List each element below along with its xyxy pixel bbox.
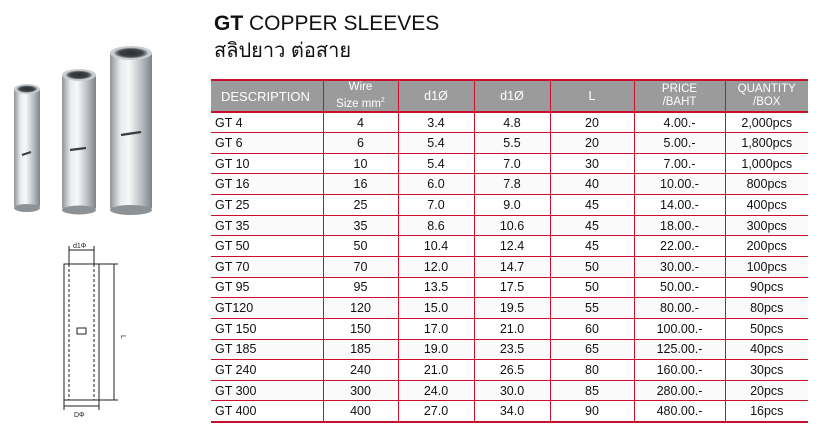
cell-wire-size: 240 [323, 360, 398, 381]
cell-length: 60 [550, 318, 634, 339]
page-title [214, 12, 439, 36]
cell-wire-size: 16 [323, 174, 398, 195]
technical-drawing [48, 240, 158, 420]
cell-price: 14.00.- [634, 195, 725, 216]
cell-description: GT 95 [211, 277, 323, 298]
cell-length: 85 [550, 380, 634, 401]
cell-price: 5.00.- [634, 133, 725, 154]
cell-quantity: 200pcs [725, 236, 808, 257]
cell-quantity: 400pcs [725, 195, 808, 216]
cell-price: 160.00.- [634, 360, 725, 381]
cell-quantity: 40pcs [725, 339, 808, 360]
table-row [211, 360, 808, 381]
header-length: L [550, 80, 634, 112]
table-row [211, 153, 808, 174]
cell-wire-size: 150 [323, 318, 398, 339]
cell-d1-b: 14.7 [474, 256, 550, 277]
cell-wire-size: 120 [323, 298, 398, 319]
header-d1-a: d1Ø [398, 80, 474, 112]
sleeve-medium [62, 69, 96, 215]
title-brand: GT [214, 12, 244, 35]
cell-quantity: 80pcs [725, 298, 808, 319]
cell-d1-b: 26.5 [474, 360, 550, 381]
cell-d1-a: 24.0 [398, 380, 474, 401]
cell-quantity: 800pcs [725, 174, 808, 195]
cell-d1-a: 8.6 [398, 215, 474, 236]
cell-length: 20 [550, 112, 634, 133]
cell-quantity: 90pcs [725, 277, 808, 298]
cell-length: 45 [550, 215, 634, 236]
cell-description: GT 10 [211, 153, 323, 174]
cell-quantity: 16pcs [725, 401, 808, 422]
cell-length: 65 [550, 339, 634, 360]
cell-quantity: 1,800pcs [725, 133, 808, 154]
cell-price: 125.00.- [634, 339, 725, 360]
cell-d1-b: 10.6 [474, 215, 550, 236]
cell-length: 30 [550, 153, 634, 174]
cell-price: 7.00.- [634, 153, 725, 174]
cell-description: GT 300 [211, 380, 323, 401]
sleeve-large [110, 46, 152, 215]
cell-description: GT 4 [211, 112, 323, 133]
header-description: DESCRIPTION [211, 80, 323, 112]
table-row [211, 277, 808, 298]
cell-description: GT 6 [211, 133, 323, 154]
cell-wire-size: 185 [323, 339, 398, 360]
header-d1-b: d1Ø [474, 80, 550, 112]
table-row [211, 174, 808, 195]
cell-d1-b: 12.4 [474, 236, 550, 257]
table-row [211, 215, 808, 236]
cell-d1-b: 30.0 [474, 380, 550, 401]
cell-wire-size: 4 [323, 112, 398, 133]
cell-d1-b: 4.8 [474, 112, 550, 133]
cell-price: 4.00.- [634, 112, 725, 133]
cell-d1-b: 5.5 [474, 133, 550, 154]
cell-d1-b: 17.5 [474, 277, 550, 298]
cell-description: GT 16 [211, 174, 323, 195]
cell-d1-a: 5.4 [398, 133, 474, 154]
cell-d1-a: 15.0 [398, 298, 474, 319]
cell-d1-b: 9.0 [474, 195, 550, 216]
dim-bottom-label: DΦ [74, 412, 85, 419]
cell-wire-size: 300 [323, 380, 398, 401]
cell-length: 50 [550, 256, 634, 277]
cell-length: 45 [550, 195, 634, 216]
cell-wire-size: 400 [323, 401, 398, 422]
cell-price: 480.00.- [634, 401, 725, 422]
cell-d1-a: 12.0 [398, 256, 474, 277]
cell-description: GT 150 [211, 318, 323, 339]
cell-quantity: 2,000pcs [725, 112, 808, 133]
table-row [211, 112, 808, 133]
cell-d1-a: 6.0 [398, 174, 474, 195]
cell-quantity: 300pcs [725, 215, 808, 236]
cell-d1-b: 7.8 [474, 174, 550, 195]
cell-d1-a: 3.4 [398, 112, 474, 133]
cell-d1-b: 19.5 [474, 298, 550, 319]
cell-wire-size: 25 [323, 195, 398, 216]
cell-description: GT 25 [211, 195, 323, 216]
cell-d1-a: 7.0 [398, 195, 474, 216]
cell-d1-b: 7.0 [474, 153, 550, 174]
cell-quantity: 20pcs [725, 380, 808, 401]
cell-quantity: 100pcs [725, 256, 808, 277]
table-header-row [211, 80, 808, 112]
cell-wire-size: 95 [323, 277, 398, 298]
table-row [211, 195, 808, 216]
cell-quantity: 30pcs [725, 360, 808, 381]
cell-wire-size: 35 [323, 215, 398, 236]
page-subtitle: สลิปยาว ต่อสาย [214, 40, 352, 62]
table-row [211, 339, 808, 360]
cell-length: 40 [550, 174, 634, 195]
table-row [211, 380, 808, 401]
header-price: PRICE /BAHT [634, 80, 725, 112]
cell-wire-size: 10 [323, 153, 398, 174]
table-row [211, 298, 808, 319]
product-photo [0, 40, 175, 220]
dim-top-label: d1Φ [73, 243, 87, 250]
cell-length: 55 [550, 298, 634, 319]
cell-wire-size: 50 [323, 236, 398, 257]
cell-price: 30.00.- [634, 256, 725, 277]
cell-description: GT 400 [211, 401, 323, 422]
header-wire-size [323, 80, 398, 112]
cell-description: GT 35 [211, 215, 323, 236]
cell-price: 18.00.- [634, 215, 725, 236]
cell-d1-a: 10.4 [398, 236, 474, 257]
cell-length: 80 [550, 360, 634, 381]
cell-price: 100.00.- [634, 318, 725, 339]
cell-length: 45 [550, 236, 634, 257]
header-wire-line2: Size $mm^2$ [336, 97, 385, 110]
cell-description: GT 185 [211, 339, 323, 360]
cell-d1-a: 17.0 [398, 318, 474, 339]
cell-length: 50 [550, 277, 634, 298]
cell-d1-b: 23.5 [474, 339, 550, 360]
cell-price: 80.00.- [634, 298, 725, 319]
title-text: COPPER SLEEVES [243, 12, 440, 35]
cell-d1-a: 19.0 [398, 339, 474, 360]
cell-length: 20 [550, 133, 634, 154]
cell-d1-b: 21.0 [474, 318, 550, 339]
table-row [211, 401, 808, 422]
table-row [211, 256, 808, 277]
cell-quantity: 1,000pcs [725, 153, 808, 174]
table-row [211, 133, 808, 154]
header-wire-line1: Wire [348, 81, 373, 94]
cell-price: 10.00.- [634, 174, 725, 195]
cell-price: 22.00.- [634, 236, 725, 257]
cell-d1-a: 27.0 [398, 401, 474, 422]
cell-length: 90 [550, 401, 634, 422]
cell-description: GT 70 [211, 256, 323, 277]
cell-description: GT120 [211, 298, 323, 319]
cell-wire-size: 6 [323, 133, 398, 154]
cell-price: 50.00.- [634, 277, 725, 298]
sleeve-small [14, 84, 40, 212]
cell-quantity: 50pcs [725, 318, 808, 339]
spec-table [211, 79, 808, 423]
cell-d1-b: 34.0 [474, 401, 550, 422]
cell-d1-a: 5.4 [398, 153, 474, 174]
header-quantity: QUANTITY /BOX [725, 80, 808, 112]
dim-side-label: L [119, 335, 126, 339]
cell-wire-size: 70 [323, 256, 398, 277]
cell-description: GT 50 [211, 236, 323, 257]
cell-description: GT 240 [211, 360, 323, 381]
table-row [211, 318, 808, 339]
cell-price: 280.00.- [634, 380, 725, 401]
cell-d1-a: 21.0 [398, 360, 474, 381]
cell-d1-a: 13.5 [398, 277, 474, 298]
table-row [211, 236, 808, 257]
